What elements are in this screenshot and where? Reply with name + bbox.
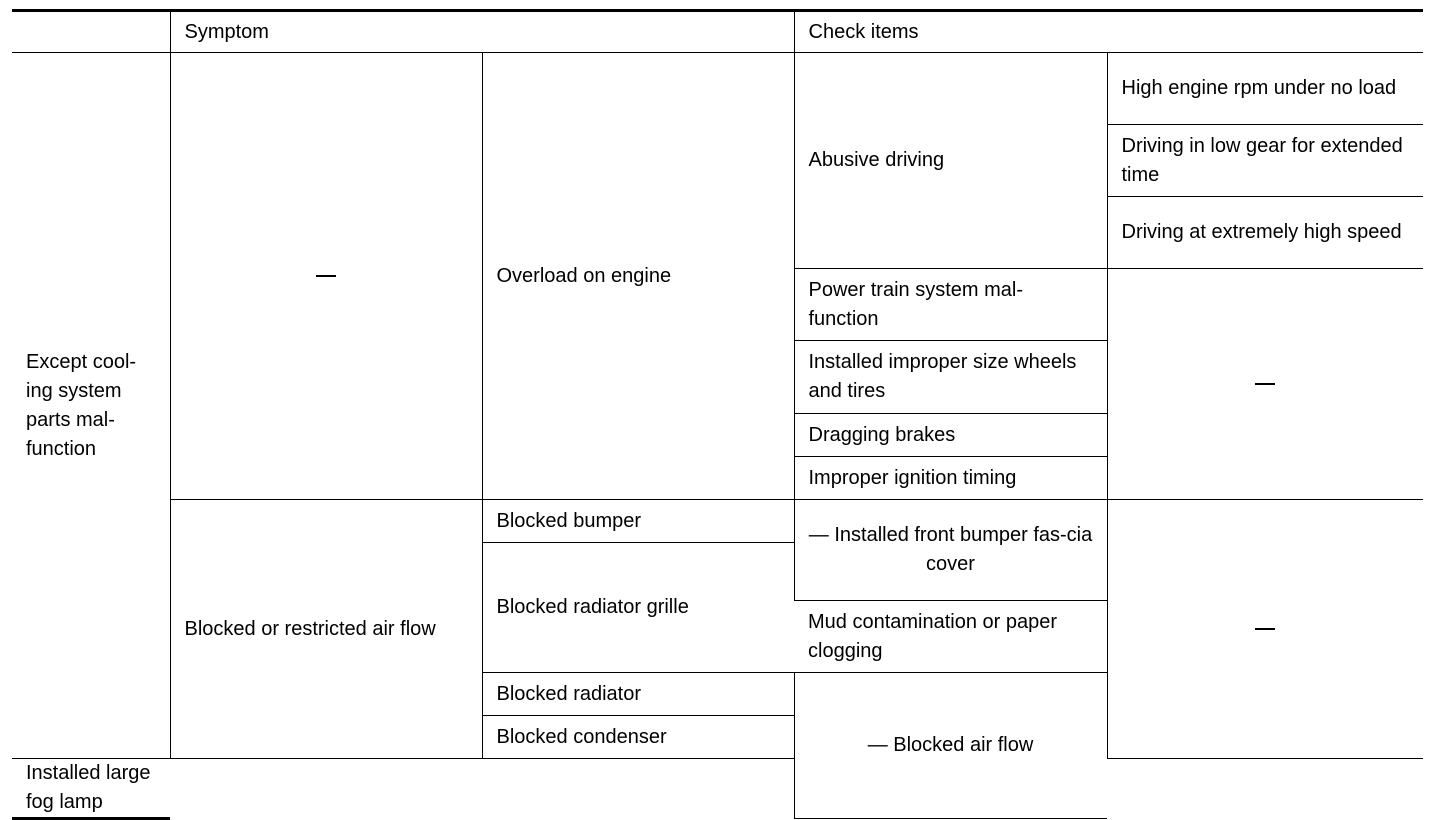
abusive-driving-cell: Abusive driving xyxy=(794,53,1107,269)
check-mud-contamination: Mud contamination or paper clogging xyxy=(794,601,1107,673)
item-large-fog-lamp: Installed large fog lamp xyxy=(12,759,170,819)
dash-mark xyxy=(1255,383,1275,385)
check-dragging-brakes: Dragging brakes xyxy=(794,414,1107,457)
check-ignition-timing: Improper ignition timing xyxy=(794,457,1107,500)
check-bumper-fascia xyxy=(794,500,1107,601)
airflow-symptom: Blocked or restricted air flow xyxy=(170,500,482,759)
abusive-item-1: High engine rpm under no load xyxy=(1107,53,1423,125)
airflow-detail-cell xyxy=(1107,500,1423,759)
abusive-item-3: Driving at extremely high speed xyxy=(1107,197,1423,269)
item-blocked-grille: Blocked radiator grille xyxy=(482,543,794,673)
overload-detail-cell xyxy=(1107,269,1423,500)
check-blocked-air-flow xyxy=(794,673,1107,819)
dash-mark xyxy=(316,275,336,277)
header-check-items: Check items xyxy=(794,11,1423,53)
item-blocked-radiator: Blocked radiator xyxy=(482,673,794,716)
check-powertrain: Power train system mal-function xyxy=(794,269,1107,341)
bumper-fascia-label: Installed front bumper fas-cia cover xyxy=(834,524,1093,575)
table-row xyxy=(12,759,1423,819)
abusive-item-2: Driving in low gear for extended time xyxy=(1107,125,1423,197)
item-blocked-bumper: Blocked bumper xyxy=(482,500,794,543)
check-wheels-tires: Installed improper size wheels and tires xyxy=(794,341,1107,414)
dash-mark xyxy=(1255,628,1275,630)
dash-label: — xyxy=(808,524,829,546)
blocked-air-flow-label: Blocked air flow xyxy=(893,734,1034,756)
item-blocked-condenser: Blocked condenser xyxy=(482,716,794,759)
overload-sub-symptom xyxy=(170,53,482,500)
category-cell: Except cool-ing system parts mal-function xyxy=(12,53,170,759)
troubleshooting-table xyxy=(12,9,1423,820)
table-row xyxy=(12,53,1423,125)
header-blank-cell xyxy=(12,11,170,53)
header-symptom: Symptom xyxy=(170,11,794,53)
table-row xyxy=(12,500,1423,543)
dash-label: — xyxy=(867,734,888,756)
overload-symptom: Overload on engine xyxy=(482,53,794,500)
table-header-row xyxy=(12,11,1423,53)
